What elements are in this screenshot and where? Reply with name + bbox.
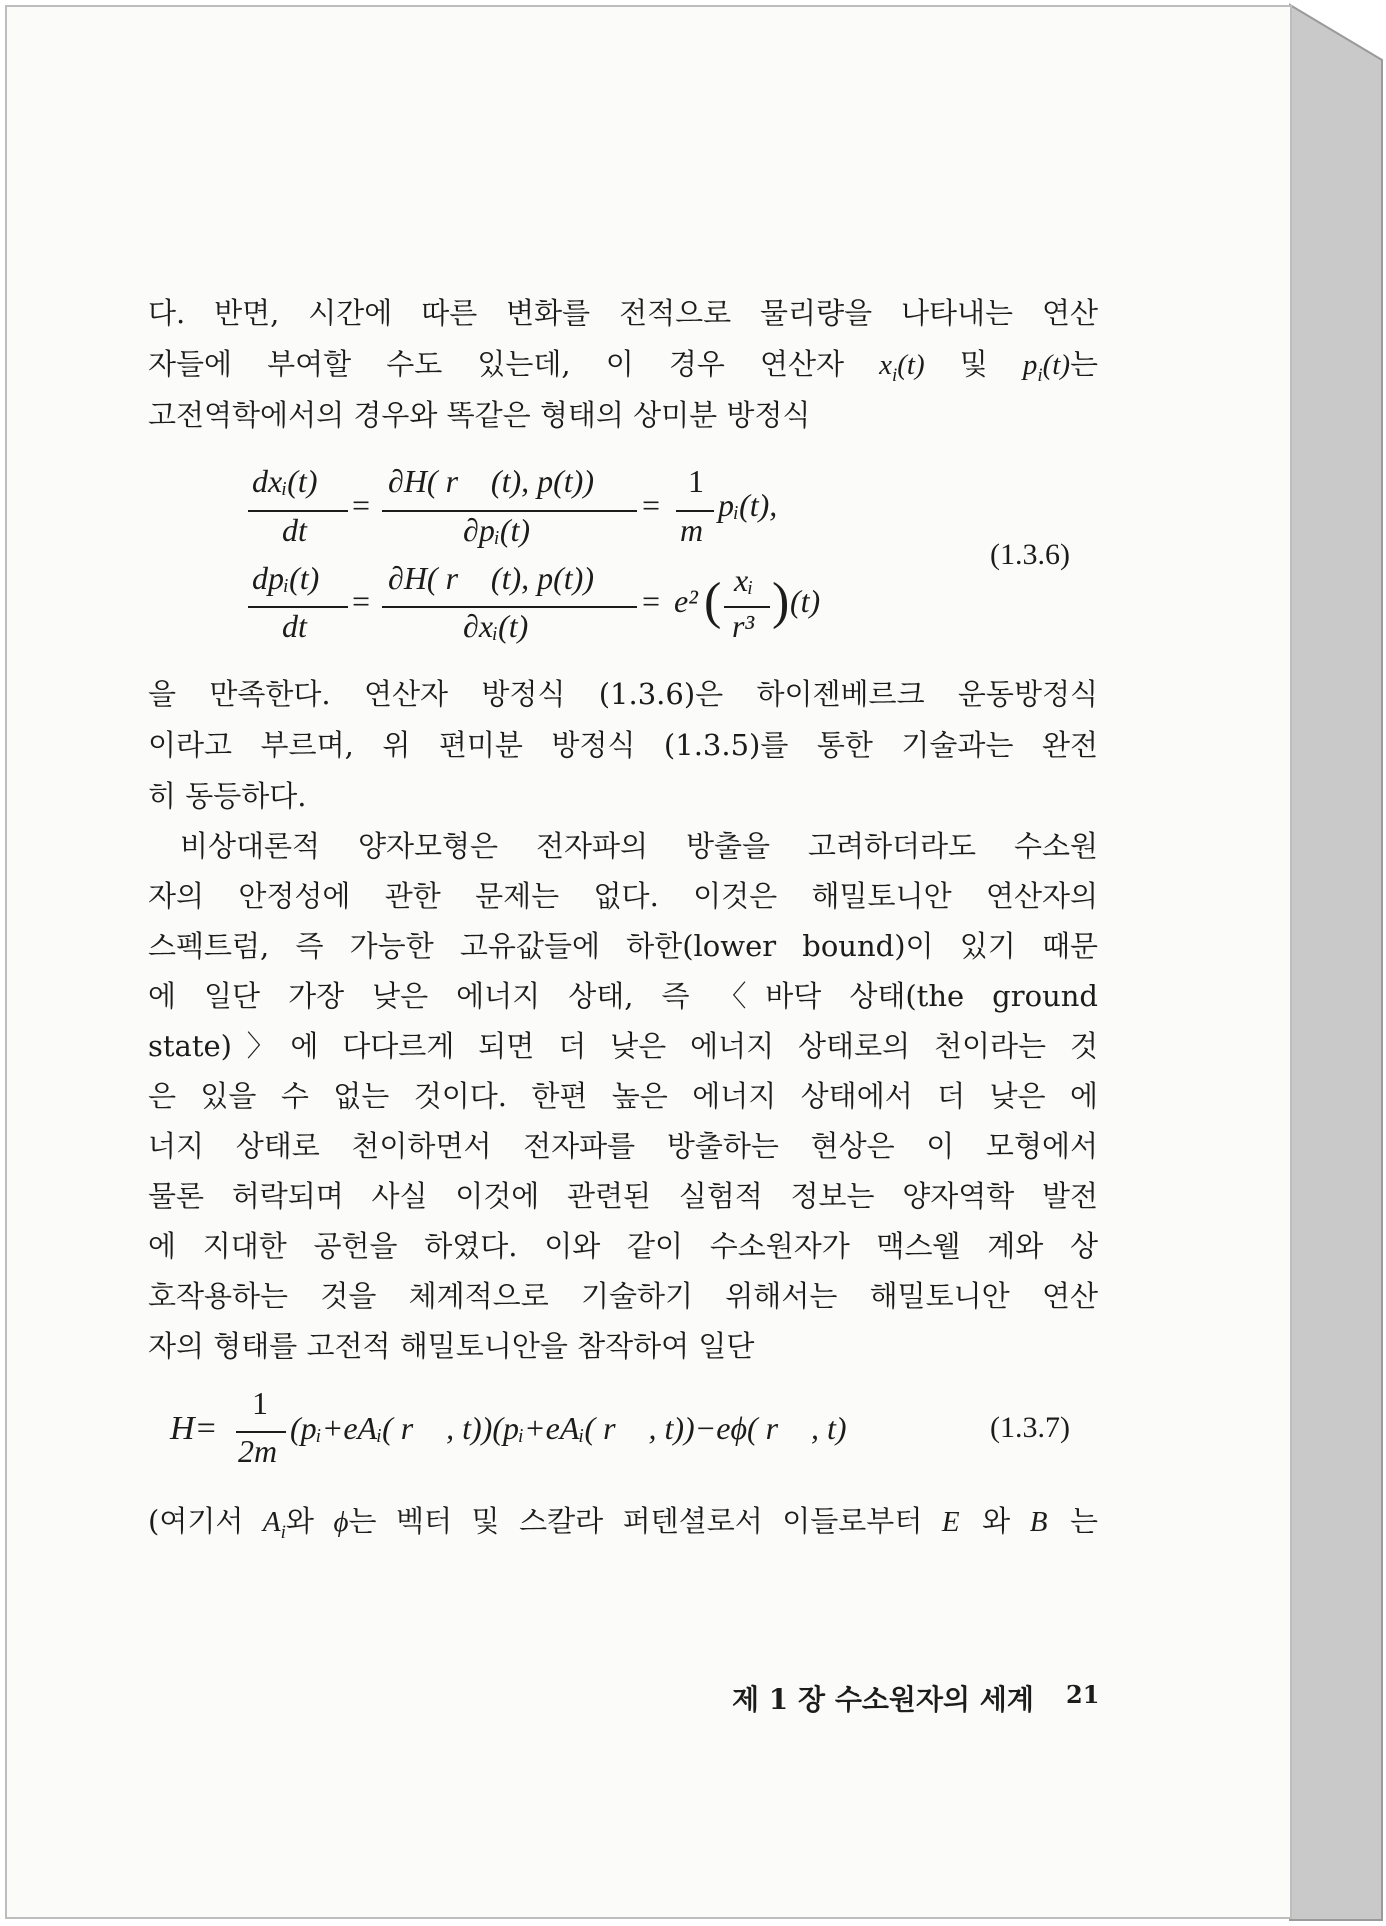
equation-number: (1.3.7) bbox=[990, 1411, 1070, 1444]
math-B-vector: B⃗ bbox=[1029, 1506, 1070, 1538]
text-line: 히 동등하다. bbox=[148, 779, 307, 813]
equation-number: (1.3.6) bbox=[990, 538, 1070, 571]
eq-row1-rhs-tail: pᵢ(t), bbox=[718, 487, 778, 523]
math-phi: ϕ bbox=[333, 1506, 349, 1538]
text-line: state)〉에 다다르게 되면 더 낮은 에너지 상태로의 천이라는 것 bbox=[148, 1029, 1098, 1063]
paren-right: ) bbox=[772, 573, 790, 630]
eq-row2-lhs-denominator: dt bbox=[282, 608, 307, 644]
eq137-frac-numerator: 1 bbox=[252, 1385, 268, 1421]
eq137-frac-denominator: 2m bbox=[238, 1433, 278, 1469]
math-x: x bbox=[879, 349, 892, 381]
eq137-lhs: H= bbox=[170, 1410, 218, 1447]
eq-row2-rhs-denominator: r³ bbox=[732, 608, 755, 644]
eq-row1-rhs-denominator: m bbox=[680, 512, 704, 548]
math-t: (t) bbox=[1042, 349, 1070, 381]
math-subscript: i bbox=[1037, 364, 1043, 386]
text-line bbox=[148, 1495, 1098, 1547]
text-fragment: (여기서 bbox=[148, 1504, 263, 1538]
running-footer-chapter: 제 1 장 수소원자의 세계 bbox=[732, 1683, 1034, 1716]
text-fragment: 자들에 부여할 수도 있는데, 이 경우 연산자 bbox=[148, 347, 844, 381]
eq-row2-mid-denominator: ∂xᵢ(t) bbox=[463, 608, 529, 644]
eq137-body: (pᵢ+eAᵢ( r⃗ , t))(pᵢ+eAᵢ( r⃗ , t))−eϕ( r⃗ , t) bbox=[290, 1410, 847, 1446]
text-fragment: 와 bbox=[285, 1504, 334, 1538]
text-line: 호작용하는 것을 체계적으로 기술하기 위해서는 해밀토니안 연산 bbox=[148, 1279, 1098, 1313]
text-line: 에 일단 가장 낮은 에너지 상태, 즉 〈바닥 상태(the ground bbox=[148, 979, 1098, 1013]
equals-sign: = bbox=[642, 583, 661, 619]
text-fragment: 와 bbox=[982, 1504, 1030, 1538]
text-line: 자의 안정성에 관한 문제는 없다. 이것은 해밀토니안 연산자의 bbox=[148, 879, 1098, 913]
text-fragment: 는 벡터 및 스칼라 퍼텐셜로서 이들로부터 bbox=[348, 1504, 942, 1538]
eq-row1-mid-denominator: ∂pᵢ(t) bbox=[463, 512, 531, 548]
math-E-vector: E⃗ bbox=[941, 1506, 983, 1538]
equals-sign: = bbox=[642, 487, 661, 523]
text-line: 자의 형태를 고전적 해밀토니안을 참작하여 일단 bbox=[148, 1329, 755, 1363]
text-fragment: 는 bbox=[1069, 1504, 1098, 1538]
text-fragment: 및 bbox=[924, 347, 1023, 381]
eq-row2-rhs-tail: (t) bbox=[790, 583, 821, 619]
text-line: 비상대론적 양자모형은 전자파의 방출을 고려하더라도 수소원 bbox=[180, 829, 1098, 863]
eq-row2-rhs-head: e² bbox=[674, 583, 698, 619]
text-line: 스펙트럼, 즉 가능한 고유값들에 하한(lower bound)이 있기 때문 bbox=[148, 929, 1098, 963]
text-fragment: 는 bbox=[1069, 347, 1098, 381]
equals-sign: = bbox=[352, 583, 371, 619]
text-line: 을 만족한다. 연산자 방정식 (1.3.6)은 하이젠베르크 운동방정식 bbox=[148, 677, 1098, 711]
math-p: p bbox=[1022, 349, 1038, 381]
eq-row1-lhs-numerator: dxᵢ(t) bbox=[252, 463, 318, 499]
text-line: 너지 상태로 천이하면서 전자파를 방출하는 현상은 이 모형에서 bbox=[148, 1129, 1098, 1163]
eq-row2-mid-numerator: ∂H( r⃗ (t), p(t)) bbox=[388, 560, 594, 596]
math-t: (t) bbox=[897, 349, 925, 381]
text-line: 은 있을 수 없는 것이다. 한편 높은 에너지 상태에서 더 낮은 에 bbox=[148, 1079, 1098, 1113]
math-subscript: i bbox=[891, 364, 898, 386]
eq-row2-rhs-numerator: xᵢ bbox=[734, 562, 754, 598]
eq-row1-rhs-numerator: 1 bbox=[688, 463, 704, 499]
math-A: A bbox=[262, 1506, 281, 1538]
math-subscript: i bbox=[280, 1521, 286, 1543]
text-line: 이라고 부르며, 위 편미분 방정식 (1.3.5)를 통한 기술과는 완전 bbox=[148, 728, 1098, 762]
eq-row2-lhs-numerator: dpᵢ(t) bbox=[252, 560, 320, 596]
page-number: 21 bbox=[1066, 1680, 1100, 1709]
eq-row1-lhs-denominator: dt bbox=[282, 512, 307, 548]
equals-sign: = bbox=[352, 487, 371, 523]
text-line: 고전역학에서의 경우와 똑같은 형태의 상미분 방정식 bbox=[148, 398, 811, 432]
text-line bbox=[148, 338, 1098, 390]
text-line: 다. 반면, 시간에 따른 변화를 전적으로 물리량을 나타내는 연산 bbox=[148, 296, 1098, 330]
text-line: 에 지대한 공헌을 하였다. 이와 같이 수소원자가 맥스웰 계와 상 bbox=[148, 1229, 1098, 1263]
paren-left: ( bbox=[704, 573, 722, 630]
text-line: 물론 허락되며 사실 이것에 관련된 실험적 정보는 양자역학 발전 bbox=[148, 1179, 1098, 1213]
eq-row1-mid-numerator: ∂H( r⃗ (t), p(t)) bbox=[388, 463, 594, 499]
